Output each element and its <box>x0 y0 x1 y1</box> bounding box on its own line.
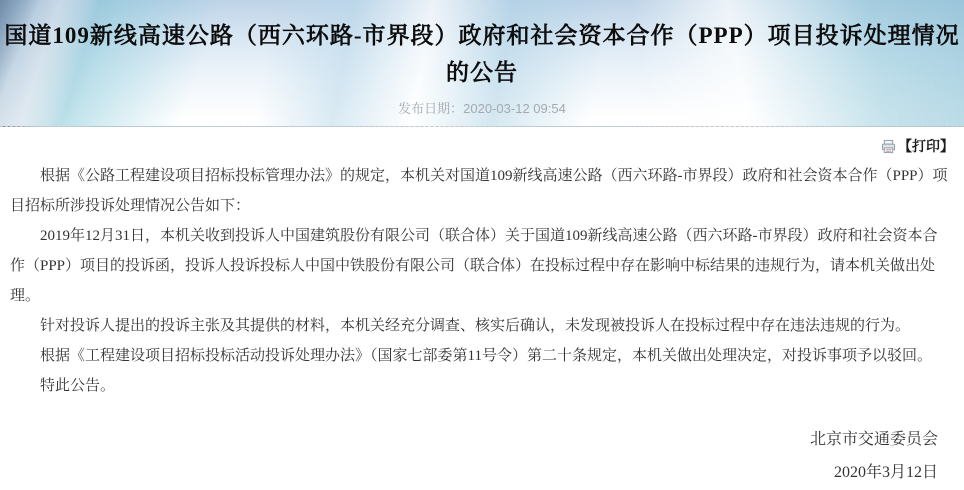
publish-date <box>0 100 964 118</box>
page-title <box>0 17 964 91</box>
page-title-line1: 国道109新线高速公路（西六环路-市界段）政府和社会资本合作（PPP）项目投诉处理情况 <box>4 23 960 48</box>
paragraph-investigation: 针对投诉人提出的投诉主张及其提供的材料，本机关经充分调查、核实后确认，未发现被投诉人在投标过程中存在违法违规的行为。 <box>40 318 911 334</box>
paragraph-closing: 特此公告。 <box>40 378 116 394</box>
paragraph-complaint: 2019年12月31日，本机关收到投诉人中国建筑股份有限公司（联合体）关于国道109新线高速公路（西六环路-市界段）政府和社会资本合作（PPP）项目的投诉函，投诉人投诉投标人中国中铁股份有限公司（联合体）在投标过程中存在影响中标结果的违规行为，请本机关做出处理。 <box>10 228 938 304</box>
publish-date-label: 发布日期： <box>398 101 464 116</box>
print-button[interactable]: 【打印】 <box>898 138 954 154</box>
paragraph-decision: 根据《工程建设项目招标投标活动投诉处理办法》（国家七部委第11号令）第二十条规定，本机关做出处理决定，对投诉事项予以驳回。 <box>40 348 932 364</box>
announcement-body <box>0 158 964 490</box>
signature-organization: 北京市交通委员会 <box>809 431 938 448</box>
toolbar-row <box>0 127 964 158</box>
page-header <box>0 0 964 127</box>
page-title-line2: 的公告 <box>446 60 518 85</box>
signature-date: 2020年3月12日 <box>833 464 938 481</box>
signature-block <box>10 424 952 490</box>
paragraph-basis: 根据《公路工程建设项目招标投标管理办法》的规定，本机关对国道109新线高速公路（西六环路-市界段）政府和社会资本合作（PPP）项目招标所涉投诉处理情况公告如下： <box>10 168 948 214</box>
publish-date-value: 2020-03-12 09:54 <box>463 101 566 116</box>
printer-icon <box>881 139 896 160</box>
